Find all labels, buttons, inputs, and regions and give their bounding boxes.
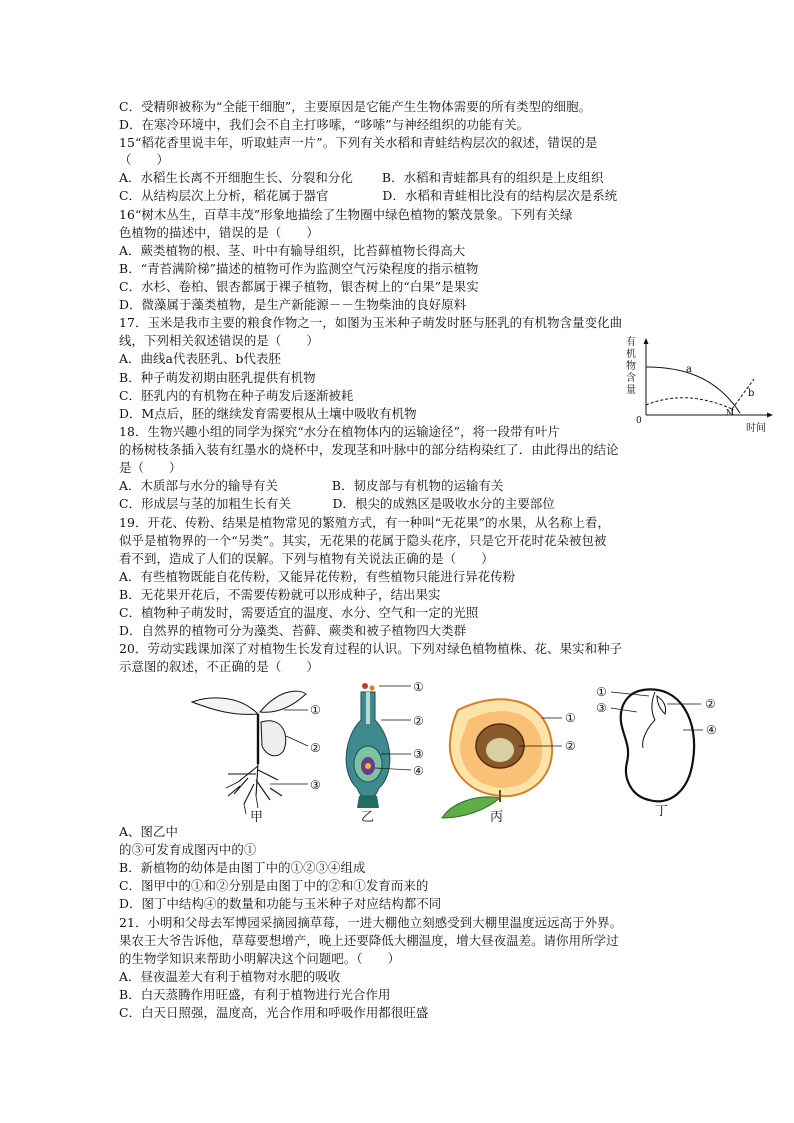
text-line: 的杨树枝条插入装有红墨水的烧杯中，发现茎和叶脉中的部分结构染红了．由此得出的结论 <box>119 442 619 457</box>
option-line: C．植物种子萌发时，需要适宜的温度、水分、空气和一定的光照 <box>119 605 479 620</box>
label-2: ② <box>705 697 716 711</box>
option-line: A．蕨类植物的根、茎、叶中有输导组织，比苔藓植物长得高大 <box>119 243 466 258</box>
graph-xlabel: 时间 <box>746 423 766 434</box>
question-19-stem: 19．开花、传粉、结果是植物常见的繁殖方式，有一种叫“无花果”的水果，从名称上看， <box>119 515 610 530</box>
question-20-stem: 20．劳动实践课加深了对植物生长发育过程的认识。下列对绿色植物植株、花、果实和种子 <box>119 641 623 656</box>
graph-origin: 0 <box>636 416 642 426</box>
figure-ding-seed <box>593 682 723 824</box>
label-4: ④ <box>413 764 424 778</box>
text-line: 示意图的叙述，不正确的是（ ） <box>119 659 319 674</box>
text-line: 看不到，造成了人们的误解。下列与植物有关说法正确的是（ ） <box>119 551 494 566</box>
option-line: B．新植物的幼体是由图丁中的①②③④组成 <box>119 860 366 875</box>
option-line: C．白天日照强，温度高，光合作用和呼吸作用都很旺盛 <box>119 1005 429 1020</box>
question-18-stem: 18．生物兴趣小组的同学为探究“水分在植物体内的运输途径”，将一段带有叶片 <box>119 424 561 439</box>
graph-ylabel-char: 物 <box>626 361 636 372</box>
option-line: A．曲线a代表胚乳、b代表胚 <box>119 351 281 366</box>
option-line: A．木质部与水分的输导有关 B．韧皮部与有机物的运输有关 <box>119 478 504 493</box>
text-line: D．在寒冷环境中，我们会不自主打哆嗦，“哆嗦”与神经组织的功能有关。 <box>119 117 530 132</box>
point-m-label: M <box>726 408 735 417</box>
curve-a-label: a <box>686 364 692 375</box>
text-line: 的生物学知识来帮助小明解决这个问题吧。（ ） <box>119 951 401 966</box>
option-line: C．胚乳内的有机物在种子萌发后逐渐被耗 <box>119 388 354 403</box>
curve-b-label: b <box>748 388 755 399</box>
label-4: ④ <box>706 723 717 737</box>
seed-drawing <box>593 682 723 824</box>
option-line: C．水杉、卷柏、银杏都属于裸子植物，银杏树上的“白果”是果实 <box>119 279 479 294</box>
option-line: A．水稻生长离不开细胞生长、分裂和分化 B．水稻和青蛙都具有的组织是上皮组织 <box>119 170 604 185</box>
text-line: （ ） <box>119 152 169 167</box>
figure-caption: 甲 <box>250 810 264 825</box>
text-line: 果农王大爷告诉他，草莓要想增产，晚上还要降低大棚温度，增大昼夜温差。请你用所学过 <box>119 933 619 948</box>
label-3: ③ <box>413 747 424 761</box>
option-line: D．图丁中结构④的数量和功能与玉米种子对应结构都不同 <box>119 896 442 911</box>
figure-jia-plant <box>188 684 338 824</box>
graph-ylabel-char: 有 <box>626 337 636 348</box>
option-line: A．昼夜温差大有利于植物对水肥的吸收 <box>119 969 341 984</box>
graph-ylabel-char: 机 <box>626 349 636 360</box>
label-3: ③ <box>310 778 321 792</box>
figure-yi-pistil <box>335 680 435 824</box>
question-15-stem: 15“稻花香里说丰年，听取蛙声一片”。下列有关水稻和青蛙结构层次的叙述，错误的是 <box>119 135 598 150</box>
organic-matter-graph <box>620 337 780 433</box>
graph-ylabel-char: 含 <box>626 373 636 384</box>
label-2: ② <box>565 739 576 753</box>
figure-caption: 丙 <box>490 810 504 825</box>
text-line: 线，下列相关叙述错误的是（ ） <box>119 333 319 348</box>
label-1: ① <box>310 703 321 717</box>
text-line: 是（ ） <box>119 460 182 475</box>
option-line: A、图乙中 <box>119 824 179 839</box>
label-2: ② <box>413 714 424 728</box>
option-line: D．自然界的植物可分为藻类、苔藓、蕨类和被子植物四大类群 <box>119 623 467 638</box>
option-line: C．图甲中的①和②分别是由图丁中的②和①发育而来的 <box>119 878 429 893</box>
figure-caption: 丁 <box>655 804 669 819</box>
graph-ylabel-char: 量 <box>626 385 636 396</box>
figure-caption: 乙 <box>361 810 375 825</box>
label-3: ③ <box>596 701 607 715</box>
label-2: ② <box>310 741 321 755</box>
text-line: 色植物的描述中，错误的是（ ） <box>119 225 319 240</box>
text-line: 似乎是植物界的一个“另类”。其实，无花果的花属于隐头花序，只是它开花时花朵被包被 <box>119 533 607 548</box>
option-line: A．有些植物既能自花传粉，又能异花传粉，有些植物只能进行异花传粉 <box>119 569 516 584</box>
option-line: B．无花果开花后，不需要传粉就可以形成种子，结出果实 <box>119 587 441 602</box>
text-line: C．受精卵被称为“全能干细胞”，主要原因是它能产生生物体需要的所有类型的细胞。 <box>119 99 592 114</box>
figure-bing-fruit <box>438 690 588 824</box>
label-1: ① <box>413 680 424 694</box>
question-17-stem: 17．玉米是我市主要的粮食作物之一，如图为玉米种子萌发时胚与胚乳的有机物含量变化曲 <box>119 315 623 330</box>
question-16-stem: 16“树木丛生，百草丰茂”形象地描绘了生物圈中绿色植物的繁茂景象。下列有关绿 <box>119 207 573 222</box>
option-line: B．“青苔满阶梯”描述的植物可作为监测空气污染程度的指示植物 <box>119 261 479 276</box>
option-line: B．白天蒸腾作用旺盛，有利于植物进行光合作用 <box>119 987 391 1002</box>
label-1: ① <box>565 711 576 725</box>
label-1: ① <box>596 685 607 699</box>
option-line: C．从结构层次上分析，稻花属于器官 D．水稻和青蛙相比没有的结构层次是系统 <box>119 188 618 203</box>
option-line: 的③可发育成图丙中的① <box>119 842 257 857</box>
option-line: B．种子萌发初期由胚乳提供有机物 <box>119 370 316 385</box>
option-line: D．微藻属于藻类植物，是生产新能源－－生物柴油的良好原料 <box>119 297 467 312</box>
question-21-stem: 21．小明和父母去军博园采摘园摘草莓，一进大棚他立刻感受到大棚里温度远远高于外界。 <box>119 915 623 930</box>
option-line: C．形成层与茎的加粗生长有关 D．根尖的成熟区是吸收水分的主要部位 <box>119 496 555 511</box>
option-line: D．M点后，胚的继续发育需要根从土壤中吸收有机物 <box>119 406 417 421</box>
graph-lines <box>620 337 780 433</box>
